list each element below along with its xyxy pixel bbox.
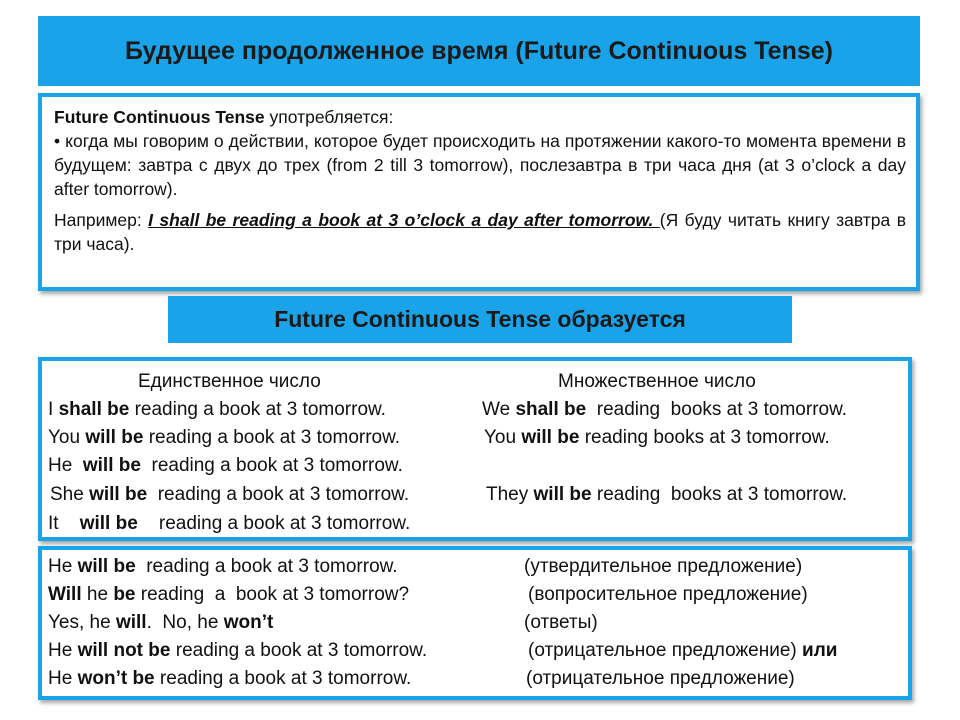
- sentence-text: reading a book at 3 tomorrow.: [170, 640, 428, 661]
- auxiliary-verb: shall be: [58, 399, 130, 420]
- sentence-form-type: [524, 612, 598, 634]
- singular-row: [50, 484, 409, 506]
- usage-bullet: • когда мы говорим о действии, которое будет происходить на протяжении какого-то момента времени в будущем: завтра с двух до трех (from 2 till 3 tomorrow), послезавтра в три часа дня (at 3 o’clock a day after tomorrow).: [54, 131, 906, 200]
- usage-box: [38, 93, 920, 291]
- auxiliary-verb: will be: [533, 484, 592, 505]
- sentence-form-example: [48, 556, 398, 578]
- plural-row: [486, 484, 847, 506]
- sentence-form-type: [524, 556, 802, 578]
- pronoun: It: [48, 513, 80, 534]
- sentence-form-type: [528, 640, 837, 662]
- conjugation-box: [38, 357, 912, 541]
- sentence-text: He: [48, 556, 78, 577]
- auxiliary-verb: will be: [89, 484, 148, 505]
- sentence-form-example: [48, 640, 427, 662]
- keyword: Will: [48, 584, 82, 605]
- pronoun: You: [484, 427, 522, 448]
- sentence-text: . No, he: [146, 612, 224, 633]
- example-label: Например:: [54, 209, 149, 230]
- page-title: Будущее продолженное время (Future Continuous Tense): [125, 36, 833, 65]
- type-label: (вопросительное предложение): [528, 584, 808, 605]
- sentence-rest: reading a book at 3 tomorrow.: [143, 427, 401, 448]
- sentence-form-type: [528, 584, 808, 606]
- formation-header: Future Continuous Tense образуется: [274, 306, 686, 332]
- sentence-rest: reading a book at 3 tomorrow.: [147, 484, 410, 505]
- title-bar: [38, 16, 920, 86]
- singular-header: Единственное число: [138, 371, 321, 392]
- keyword: be: [113, 584, 136, 605]
- type-label: (отрицательное предложение): [526, 668, 795, 689]
- sentence-rest: reading books at 3 tomorrow.: [586, 399, 848, 420]
- sentence-text: Yes, he: [48, 612, 116, 633]
- auxiliary-verb: will be: [82, 455, 141, 476]
- auxiliary-verb: shall be: [515, 399, 587, 420]
- pronoun: We: [482, 399, 516, 420]
- sentence-text: reading a book at 3 tomorrow.: [135, 556, 398, 577]
- plural-row: [484, 427, 830, 449]
- sentence-text: reading a book at 3 tomorrow.: [154, 668, 412, 689]
- sentence-form-example: [48, 584, 409, 606]
- usage-example: [54, 208, 906, 256]
- singular-row: [48, 513, 410, 535]
- sentence-text: reading a book at 3 tomorrow?: [135, 584, 410, 605]
- keyword: will: [115, 612, 147, 633]
- singular-row: [48, 399, 386, 421]
- sentence-rest: reading a book at 3 tomorrow.: [140, 455, 403, 476]
- usage-intro-term: Future Continuous Tense: [54, 107, 265, 127]
- pronoun: She: [50, 484, 90, 505]
- keyword: won’t: [223, 612, 274, 633]
- pronoun: You: [48, 427, 86, 448]
- formation-header-bar: [168, 296, 792, 343]
- singular-row: [48, 427, 400, 449]
- type-label: (утвердительное предложение): [524, 556, 803, 577]
- pronoun: I: [48, 399, 59, 420]
- sentence-form-type: [526, 668, 795, 690]
- auxiliary-verb: will be: [521, 427, 580, 448]
- keyword: won’t be: [77, 668, 155, 689]
- plural-row: [482, 399, 847, 421]
- pronoun: They: [486, 484, 534, 505]
- sentence-forms-box: [38, 546, 912, 700]
- sentence-text: He: [48, 640, 78, 661]
- sentence-form-example: [48, 668, 411, 690]
- auxiliary-verb: will be: [85, 427, 144, 448]
- sentence-rest: reading books at 3 tomorrow.: [579, 427, 830, 448]
- keyword: will not be: [77, 640, 171, 661]
- pronoun: He: [48, 455, 83, 476]
- type-label: (ответы): [524, 612, 598, 633]
- type-label: (отрицательное предложение): [528, 640, 803, 661]
- sentence-text: He: [48, 668, 78, 689]
- keyword: will be: [77, 556, 136, 577]
- usage-intro-rest: употребляется:: [264, 107, 394, 127]
- sentence-rest: reading a book at 3 tomorrow.: [129, 399, 386, 420]
- usage-intro: [54, 105, 906, 129]
- sentence-rest: reading books at 3 tomorrow.: [591, 484, 848, 505]
- sentence-rest: reading a book at 3 tomorrow.: [137, 513, 411, 534]
- singular-row: [48, 455, 403, 477]
- keyword: или: [802, 640, 838, 661]
- sentence-text: he: [81, 584, 114, 605]
- plural-header: Множественное число: [558, 371, 756, 392]
- example-sentence: I shall be reading a book at 3 o’clock a day after tomorrow.: [148, 209, 660, 230]
- auxiliary-verb: will be: [79, 513, 138, 534]
- example-translation: (Я буду читать книгу завтра в три часа).: [54, 209, 906, 254]
- sentence-form-example: [48, 612, 273, 634]
